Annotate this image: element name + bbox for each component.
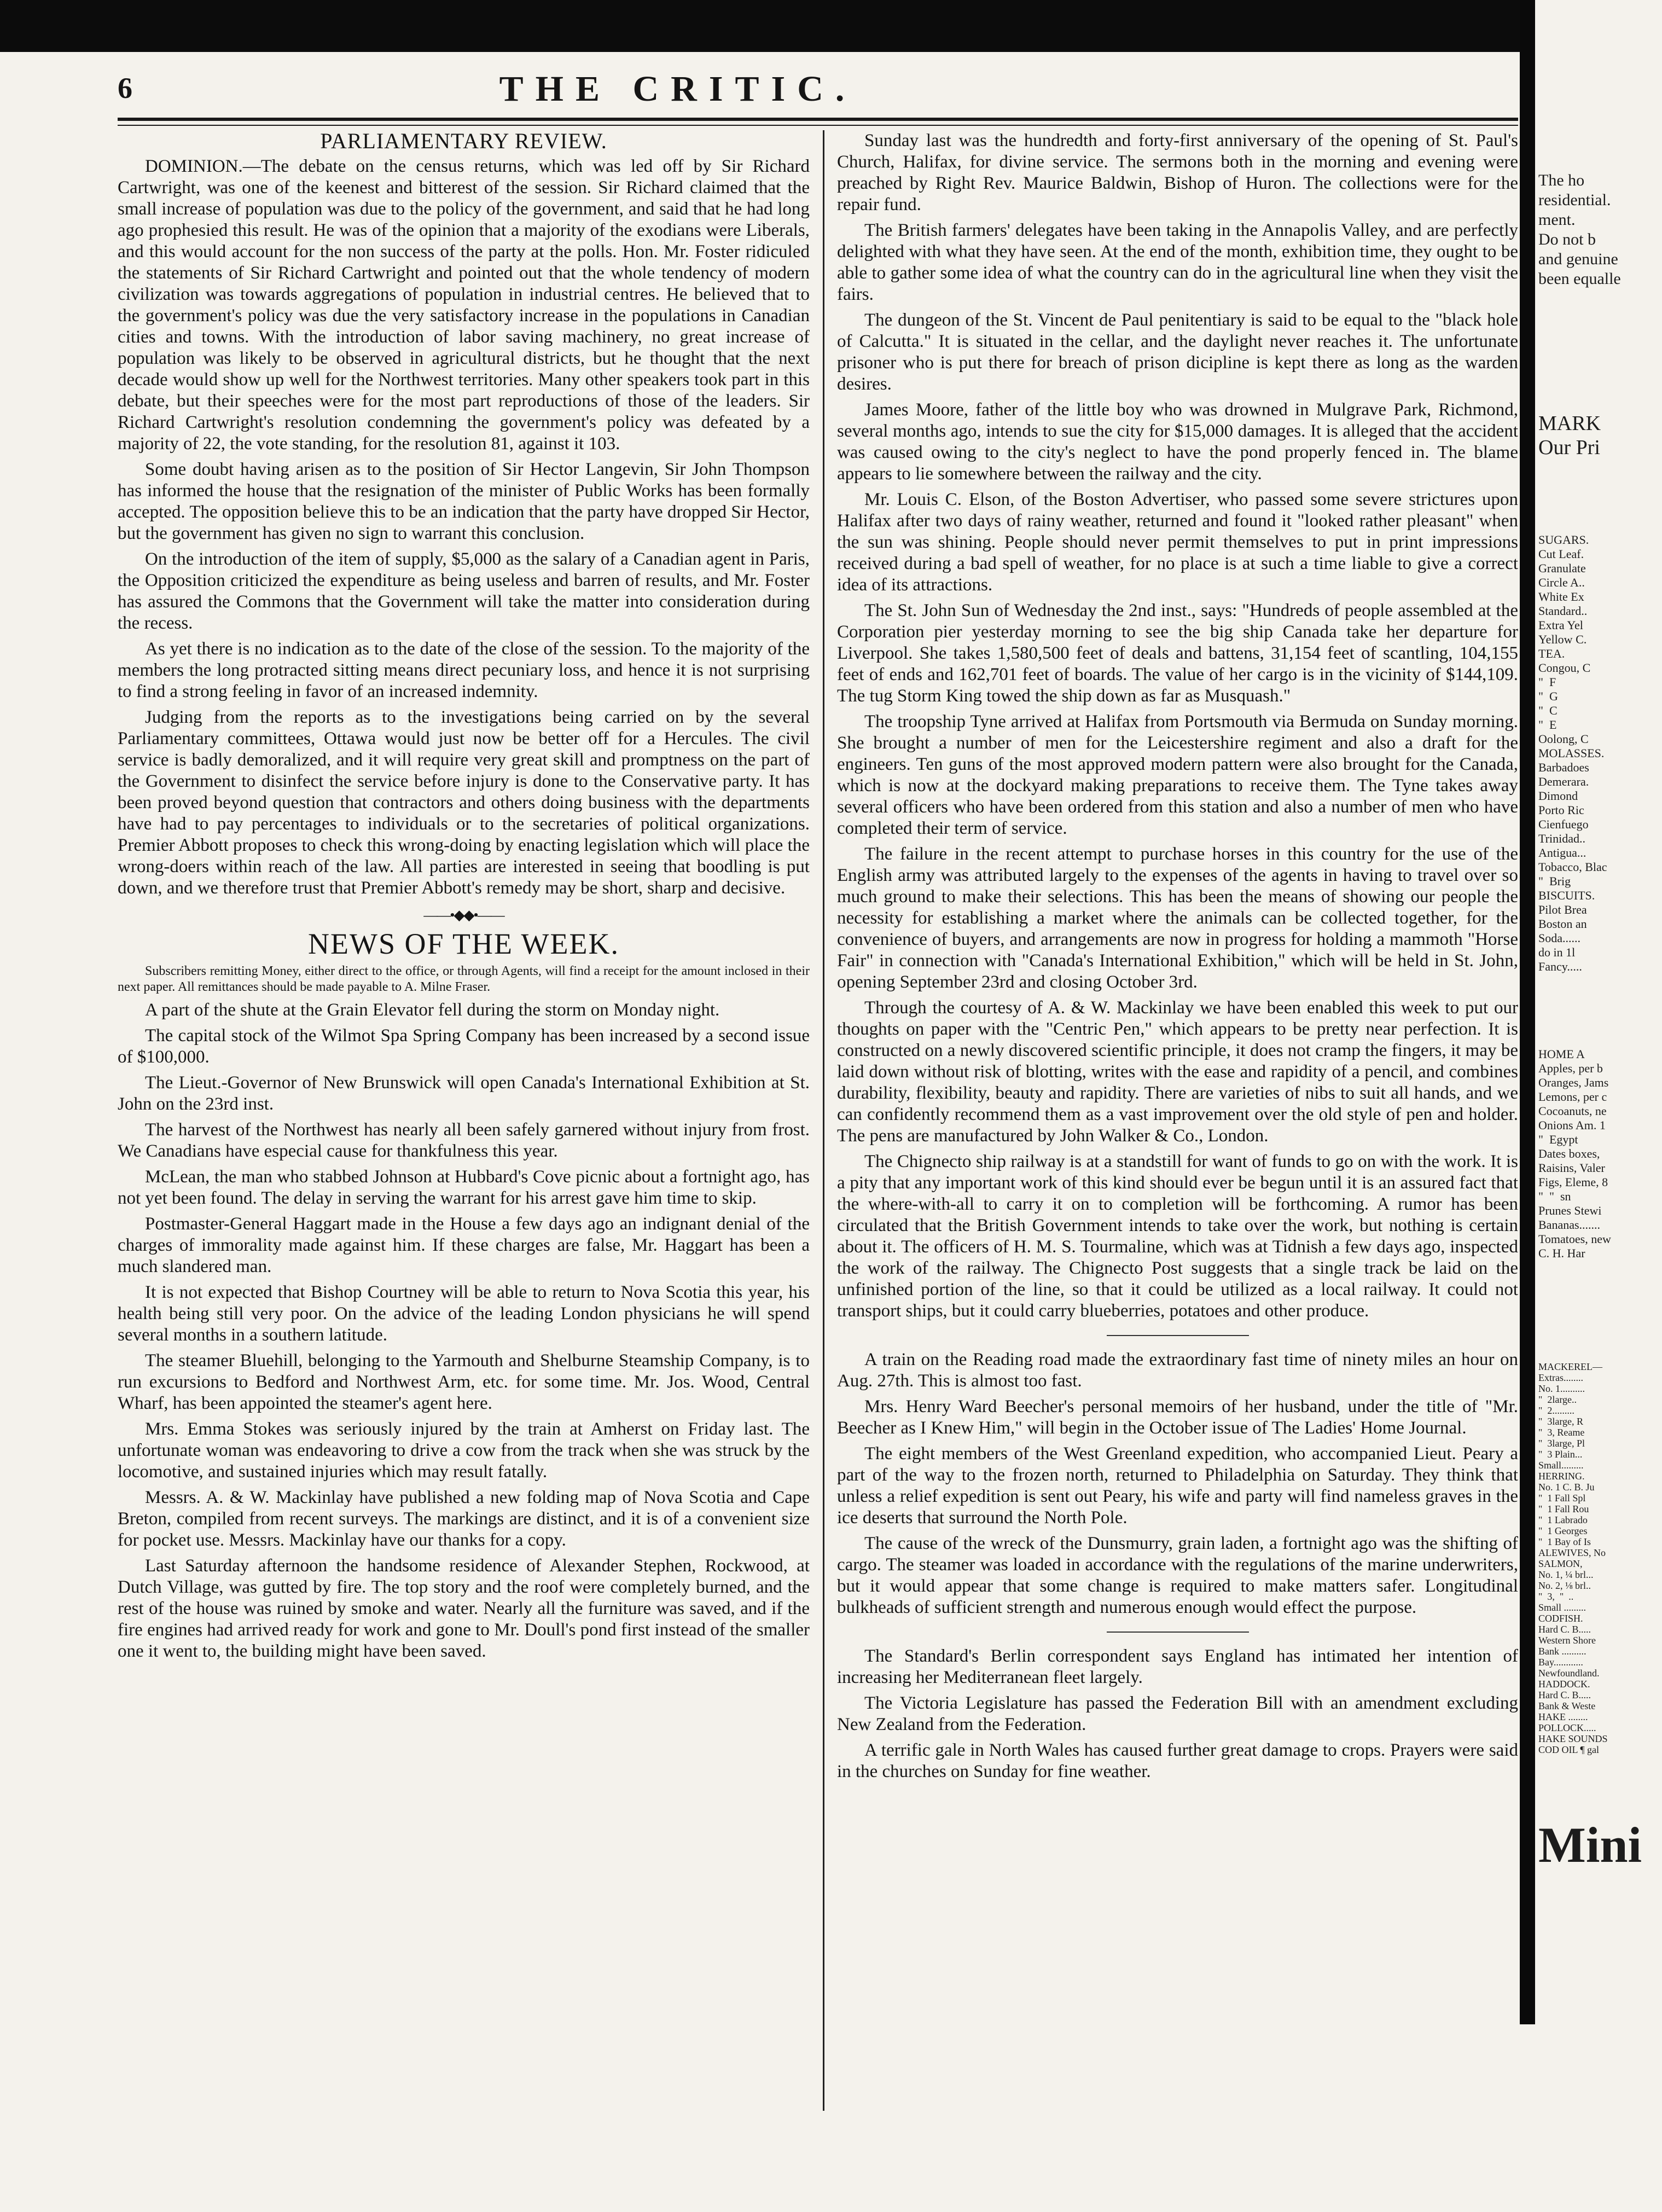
fragment-market-heading <box>1538 411 1662 460</box>
fragment-ad-text <box>1538 171 1662 289</box>
fragment-line: No. 2, ⅛ brl.. <box>1538 1580 1591 1591</box>
article-paragraph: Some doubt having arisen as to the position of Sir Hector Langevin, Sir John Thompson has informed the house that the resignation of the minister of Public Works has been formally accepted. The opposition believe this to be an indication that the party have dropped Sir Hector, but the government has given no sign to warrant this conclusion. <box>118 460 810 543</box>
fragment-line: Trinidad.. <box>1538 832 1585 845</box>
article-paragraph: Messrs. A. & W. Mackinlay have published a new folding map of Nova Scotia and Cape Breton, compiled from recent surveys. The markings are distinct, and it is of a convenient size for pocket use. Messrs. Mackinlay have our thanks for a copy. <box>118 1488 810 1550</box>
fragment-line: Our Pri <box>1538 436 1600 459</box>
fragment-line: " 1 Fall Rou <box>1538 1503 1589 1514</box>
fragment-price-list-fruit <box>1538 1047 1662 1261</box>
fragment-line: Porto Ric <box>1538 803 1584 817</box>
fragment-line: POLLOCK..... <box>1538 1722 1596 1733</box>
article-paragraph: The St. John Sun of Wednesday the 2nd inst., says: "Hundreds of people assembled at the Corporation pier yesterday morning to see the big ship Canada take her departure for Liverpool. She takes 1,580,500 feet of deals and battens, 31,154 feet of scantling, 104,155 feet of ends and 162,701 feet of boards. The value of her cargo is in the vicinity of $144,109. The tug Storm King towed the ship down as far as Musquash." <box>837 601 1518 706</box>
fragment-line: Pilot Brea <box>1538 903 1587 916</box>
fragment-line: CODFISH. <box>1538 1613 1583 1624</box>
fragment-line: " G <box>1538 689 1558 703</box>
fragment-line: Oranges, Jams <box>1538 1076 1609 1089</box>
fragment-line: Bay............ <box>1538 1657 1583 1668</box>
fragment-line: Onions Am. 1 <box>1538 1118 1606 1132</box>
article-paragraph: Sunday last was the hundredth and forty-first anniversary of the opening of St. Paul's Church, Halifax, for divine service. The sermons both in the morning and evening were preached by Right Rev. Maurice Baldwin, Bishop of Huron. The collections were for the repair fund. <box>837 131 1518 214</box>
fragment-line: " 3 Plain... <box>1538 1449 1583 1460</box>
article-paragraph: DOMINION.—The debate on the census returns, which was led off by Sir Richard Cartwright, was one of the keenest and bitterest of the session. Sir Richard claimed that the small increase of population was due to the policy of the government, and said that he had long ago prophesied this result. He was of the opinion that a majority of the exodians were Liberals, and this would account for the non success of the party at the polls. Hon. Mr. Foster ridiculed the statements of Sir Richard Cartwright and pointed out that the whole tendency of modern civilization was towards aggregations of population in industrial centres. He believed that to the government's policy was due the very satisfactory increase in the populations in Canadian cities and towns. With the introduction of labor saving machinery, no great increase of population was likely to be observed in agricultural districts, but he thought that the next decade would show up well for the Northwest territories. Many other speakers took part in this debate, but their speeches were for the most part reproductions of those of the leaders. Sir Richard Cartwright's resolution condemning the government's policy was defeated by a majority of 22, the vote standing, for the resolution 81, against it 103. <box>118 156 810 454</box>
fragment-price-list-fish <box>1538 1361 1662 1755</box>
article-paragraph: As yet there is no indication as to the date of the close of the session. To the majority of the members the long protracted sitting means direct pecuniary loss, and hence it is not surprising to find a strong feeling in favor of an increased indemnity. <box>118 639 810 701</box>
article-paragraph: The steamer Bluehill, belonging to the Yarmouth and Shelburne Steamship Company, is to run excursions to Bedford and Northwest Arm, etc. for some time. Mr. Jos. Wood, Central Wharf, has been appointed the steamer's agent here. <box>118 1351 810 1413</box>
fragment-line: C. H. Har <box>1538 1246 1585 1260</box>
right-body-c <box>837 1646 1518 1783</box>
fragment-line: MACKEREL— <box>1538 1361 1602 1372</box>
page-gutter-shadow <box>1520 0 1535 2024</box>
article-paragraph: James Moore, father of the little boy who was drowned in Mulgrave Park, Richmond, several months ago, intends to sue the city for $15,000 damages. It is alleged that the accident was caused owing to the city's neglect to have the pond properly fenced in. The blame appears to lie somewhere between the railway and the city. <box>837 400 1518 484</box>
fragment-line: SUGARS. <box>1538 533 1589 547</box>
header-rule <box>118 118 1518 121</box>
subscriber-notice: Subscribers remitting Money, either direct to the office, or through Agents, will find a receipt for the amount inclosed in their next paper. All remittances should be made payable to A. Milne Fraser. <box>118 964 810 994</box>
fragment-line: Bananas....... <box>1538 1218 1601 1232</box>
fragment-line: COD OIL ¶ gal <box>1538 1744 1599 1755</box>
fragment-line: Extra Yel <box>1538 618 1583 632</box>
fragment-line: Cocoanuts, ne <box>1538 1104 1607 1118</box>
fragment-line: Soda...... <box>1538 931 1580 945</box>
fragment-line: " 3large, Pl <box>1538 1438 1585 1449</box>
article-paragraph: The eight members of the West Greenland expedition, who accompanied Lieut. Peary a part of the way to the frozen north, returned to Philadelphia on Saturday. They think that unless a relief expedition is sent out Peary, his wife and party will find nameless graves in the ice deserts that surround the North Pole. <box>837 1444 1518 1528</box>
fragment-line: Western Shore <box>1538 1635 1596 1646</box>
article-paragraph: The troopship Tyne arrived at Halifax from Portsmouth via Bermuda on Sunday morning. She brought a number of men for the Leicestershire regiment and also a draft for the engineers. Ten guns of the most approved modern pattern were also brought for the Canada, which is now at the dockyard making preparations to receive them. The Tyne takes away several officers who have been ordered from this station and also a number of men who have completed their term of service. <box>837 712 1518 838</box>
article-paragraph: Through the courtesy of A. & W. Mackinlay we have been enabled this week to put our thoughts on paper with the "Centric Pen," which appears to be pretty near perfection. It is constructed on a newly discovered scientific principle, it does not cramp the fingers, it may be laid down without risk of blotting, writes with the ease and rapidity of a pencil, and combines durability, flexibility, beauty and rapidity. There are varieties of nibs to suit all hands, and we can confidently recommend them as a vast improvement over the old style of pen and holder. The pens are manufactured by John Walker & Co., London. <box>837 998 1518 1146</box>
header-rule-thin <box>118 125 1518 126</box>
fragment-line: MOLASSES. <box>1538 746 1605 760</box>
fragment-line: Raisins, Valer <box>1538 1161 1605 1175</box>
fragment-line: " Egypt <box>1538 1133 1578 1146</box>
article-paragraph: The Chignecto ship railway is at a standstill for want of funds to go on with the work. It is a pity that any important work of this kind should ever be begun until it is an assured fact that the where-with-all to carry it on to completion will be forthcoming. A rumor has been circulated that the British Government intends to take over the work, but nothing is certain about it. The officers of H. M. S. Tourmaline, which was at Tidnish a few days ago, inspected the work of the railway. The Chignecto Post suggests that a single track be laid on the unfinished portion of the line, so that it could be utilized as a local railway. It could not transport ships, but it could carry blueberries, potatoes and other produce. <box>837 1152 1518 1321</box>
article-paragraph: The cause of the wreck of the Dunsmurry, grain laden, a fortnight ago was the shifting of cargo. The steamer was loaded in accordance with the regulations of the marine underwriters, but it would appear that some change is required to make matters safer. Longitudinal bulkheads of sufficient strength and numerous enough would effect the purpose. <box>837 1534 1518 1617</box>
article-paragraph: McLean, the man who stabbed Johnson at Hubbard's Cove picnic about a fortnight ago, has not yet been found. The delay in serving the warrant for his arrest gave him time to skip. <box>118 1167 810 1208</box>
fragment-line: Barbadoes <box>1538 760 1589 774</box>
page-number: 6 <box>118 72 132 104</box>
fragment-line: HAKE ........ <box>1538 1711 1588 1722</box>
fragment-line: do in 1l <box>1538 945 1576 959</box>
fragment-line: Demerara. <box>1538 775 1589 788</box>
fragment-line: Boston an <box>1538 917 1587 931</box>
fragment-line: No. 1.......... <box>1538 1383 1585 1394</box>
fragment-line: " 1 Georges <box>1538 1525 1588 1536</box>
fragment-line: Hard C. B..... <box>1538 1624 1591 1635</box>
fragment-line: Small......... <box>1538 1460 1584 1471</box>
article-paragraph: Mrs. Henry Ward Beecher's personal memoirs of her husband, under the title of "Mr. Beecher as I Knew Him," will begin in the October issue of The Ladies' Home Journal. <box>837 1397 1518 1438</box>
right-column <box>837 130 1518 1787</box>
fragment-line: MARK <box>1538 412 1601 435</box>
article-paragraph: The harvest of the Northwest has nearly all been safely garnered without injury from frost. We Canadians have especial cause for thankfulness this year. <box>118 1120 810 1161</box>
fragment-line: Figs, Eleme, 8 <box>1538 1175 1608 1189</box>
parliamentary-body <box>118 156 810 899</box>
fragment-line: HERRING. <box>1538 1471 1585 1482</box>
fragment-line: " 3, Reame <box>1538 1427 1585 1438</box>
fragment-line: " F <box>1538 675 1556 689</box>
left-column <box>118 130 810 1667</box>
right-body-b <box>837 1349 1518 1618</box>
parliamentary-heading: PARLIAMENTARY REVIEW. <box>320 129 607 153</box>
article-paragraph: The Lieut.-Governor of New Brunswick will open Canada's International Exhibition at St. John on the 23rd inst. <box>118 1073 810 1114</box>
fragment-line: Congou, C <box>1538 661 1591 675</box>
fragment-line: ment. <box>1538 211 1576 229</box>
fragment-line: Dimond <box>1538 789 1578 803</box>
article-paragraph: The Victoria Legislature has passed the Federation Bill with an amendment excluding New Zealand from the Federation. <box>837 1693 1518 1734</box>
fragment-line: and genuine <box>1538 250 1618 268</box>
fragment-line: SALMON, <box>1538 1558 1583 1569</box>
fragment-line: Newfoundland. <box>1538 1668 1600 1679</box>
fragment-line: No. 1 C. B. Ju <box>1538 1482 1595 1493</box>
article-paragraph: Last Saturday afternoon the handsome residence of Alexander Stephen, Rockwood, at Dutch Village, was gutted by fire. The top story and the roof were completely burned, and the rest of the house was ruined by smoke and water. Nearly all the furniture was saved, and if the fire engines had arrived ready for work and gone to Mr. Doull's pond first instead of the smaller one it went to, the building might have been saved. <box>118 1556 810 1661</box>
fragment-line: Circle A.. <box>1538 576 1585 589</box>
article-paragraph: The British farmers' delegates have been taking in the Annapolis Valley, and are perfectly delighted with what they have seen. At the end of the month, exhibition time, they ought to be able to gather some idea of what the country can do in the agricultural line when they visit the fairs. <box>837 220 1518 304</box>
fragment-line: " 2large.. <box>1538 1394 1577 1405</box>
fragment-line: Do not b <box>1538 230 1596 248</box>
fragment-line: Lemons, per c <box>1538 1090 1607 1104</box>
fragment-line: been equalle <box>1538 270 1621 288</box>
article-paragraph: Mr. Louis C. Elson, of the Boston Advertiser, who passed some severe strictures upon Halifax after two days of rainy weather, returned and found it "looked rather pleasant" when the sun was shining. People should never permit themselves to put in print impressions received during a bad spell of weather, for no place is at such a time liable to give a correct idea of its attractions. <box>837 490 1518 595</box>
fragment-price-list-groceries <box>1538 533 1662 974</box>
fragment-line: Antigua... <box>1538 846 1587 860</box>
fragment-line: Hard C. B..... <box>1538 1690 1591 1700</box>
fragment-line: Bank .......... <box>1538 1646 1587 1657</box>
fragment-line: Apples, per b <box>1538 1061 1603 1075</box>
article-paragraph: Judging from the reports as to the investigations being carried on by the several Parliamentary committees, Ottawa would just now be better off for a Hercules. The civil service is badly demoralized, and it will require very great skill and promptness on the part of the Government to disinfect the service before injury is done to the Conservative party. It has been proved beyond question that contractors and others doing business with the departments have had to pay percentages to individuals or to the secretaries of political organizations. Premier Abbott proposes to check this wrong-doing by enacting legislation which will place the wrong-doers within reach of the law. All parties are interested in seeing that boodling is put down, and we therefore trust that Premier Abbott's remedy may be short, sharp and decisive. <box>118 707 810 898</box>
news-body <box>118 1000 810 1662</box>
fragment-line: residential. <box>1538 191 1611 209</box>
fragment-line: " C <box>1538 704 1558 717</box>
fragment-line: Tobacco, Blac <box>1538 860 1607 874</box>
fragment-line: Standard.. <box>1538 604 1588 618</box>
fragment-line: TEA. <box>1538 647 1565 660</box>
fragment-line: Bank & Weste <box>1538 1700 1596 1711</box>
fragment-line: " 2......... <box>1538 1405 1574 1416</box>
article-paragraph: The Standard's Berlin correspondent says England has intimated her intention of increasing her Mediterranean fleet largely. <box>837 1646 1518 1687</box>
fragment-line: " 1 Bay of Is <box>1538 1536 1591 1547</box>
article-paragraph: The capital stock of the Wilmot Spa Spring Company has been increased by a second issue of $100,000. <box>118 1026 810 1067</box>
fragment-line: " Brig <box>1538 874 1571 888</box>
article-paragraph: A part of the shute at the Grain Elevator fell during the storm on Monday night. <box>145 1000 720 1020</box>
article-paragraph: The dungeon of the St. Vincent de Paul penitentiary is said to be equal to the "black hole of Calcutta." It is situated in the cellar, and the daylight never reaches it. The unfortunate prisoner who is put there for breach of prison dicipline is kept there as long as the warden desires. <box>837 310 1518 394</box>
fragment-line: Mini <box>1538 1817 1642 1873</box>
fragment-line: " 1 Fall Spl <box>1538 1493 1586 1503</box>
fragment-line: Tomatoes, new <box>1538 1232 1611 1246</box>
article-paragraph: It is not expected that Bishop Courtney will be able to return to Nova Scotia this year, his health being still very poor. On the advice of the leading London physicians he will spend several months in a southern latitude. <box>118 1282 810 1345</box>
top-black-band <box>0 0 1521 52</box>
fragment-line: Cut Leaf. <box>1538 547 1584 561</box>
fragment-line: Yellow C. <box>1538 632 1587 646</box>
article-paragraph: The failure in the recent attempt to purchase horses in this country for the use of the English army was attributed largely to the expenses of the agents in having to travel over so much ground to make their selections. This has been the means of showing our people the necessity for establishing a market where the animals can be collected together, for the convenience of buyers, and arrangements are now in progress for holding a mammoth "Horse Fair" in connection with "Canada's International Exhibition," which will be held in St. John, opening September 23rd and closing October 3rd. <box>837 844 1518 992</box>
article-paragraph: Postmaster-General Haggart made in the House a few days ago an indignant denial of the charges of immorality made against him. If these charges are false, Mr. Haggart has been a much slandered man. <box>118 1214 810 1276</box>
fragment-line: Fancy..... <box>1538 960 1582 973</box>
fragment-line: White Ex <box>1538 590 1584 603</box>
fragment-line: Cienfuego <box>1538 817 1589 831</box>
column-divider <box>823 130 824 2111</box>
section-separator <box>1107 1335 1249 1336</box>
fragment-line: Oolong, C <box>1538 732 1589 746</box>
fragment-line: Extras........ <box>1538 1372 1583 1383</box>
section-separator <box>1107 1632 1249 1633</box>
article-paragraph: Mrs. Emma Stokes was seriously injured by the train at Amherst on Friday last. The unfortunate woman was endeavoring to drive a cow from the track when she was struck by the locomotive, and sustained injuries which may result fatally. <box>118 1419 810 1482</box>
article-paragraph: A terrific gale in North Wales has caused further great damage to crops. Prayers were said in the churches on Sunday for fine weather. <box>837 1740 1518 1781</box>
fragment-line: " " sn <box>1538 1189 1571 1203</box>
fragment-line: Dates boxes, <box>1538 1147 1600 1160</box>
fragment-line: HADDOCK. <box>1538 1679 1590 1690</box>
fragment-large-heading <box>1538 1818 1662 1872</box>
adjacent-page-fragment <box>1538 130 1662 1886</box>
article-paragraph: A train on the Reading road made the extraordinary fast time of ninety miles an hour on Aug. 27th. This is almost too fast. <box>837 1350 1518 1391</box>
ornament-divider: ——•◆◆•—— <box>423 907 504 923</box>
fragment-line: No. 1, ¼ brl... <box>1538 1569 1594 1580</box>
fragment-line: HAKE SOUNDS <box>1538 1733 1608 1744</box>
right-body-a <box>837 130 1518 1322</box>
fragment-line: Granulate <box>1538 561 1586 575</box>
fragment-line: BISCUITS. <box>1538 889 1595 902</box>
article-paragraph: On the introduction of the item of supply, $5,000 as the salary of a Canadian agent in Paris, the Opposition criticized the expenditure as being useless and barren of results, and Mr. Foster has assured the Commons that the Government will take the matter into consideration during the recess. <box>118 549 810 633</box>
fragment-line: Prunes Stewi <box>1538 1204 1602 1217</box>
fragment-line: The ho <box>1538 171 1585 189</box>
fragment-line: HOME A <box>1538 1047 1585 1061</box>
news-heading: NEWS OF THE WEEK. <box>308 927 619 960</box>
fragment-line: " 3large, R <box>1538 1416 1584 1427</box>
fragment-line: " E <box>1538 718 1557 731</box>
fragment-line: " 1 Labrado <box>1538 1514 1588 1525</box>
fragment-line: Small ......... <box>1538 1602 1587 1613</box>
fragment-line: ALEWIVES, No <box>1538 1547 1606 1558</box>
newspaper-title: THE CRITIC. <box>499 69 857 109</box>
fragment-line: " 3, " .. <box>1538 1591 1574 1602</box>
